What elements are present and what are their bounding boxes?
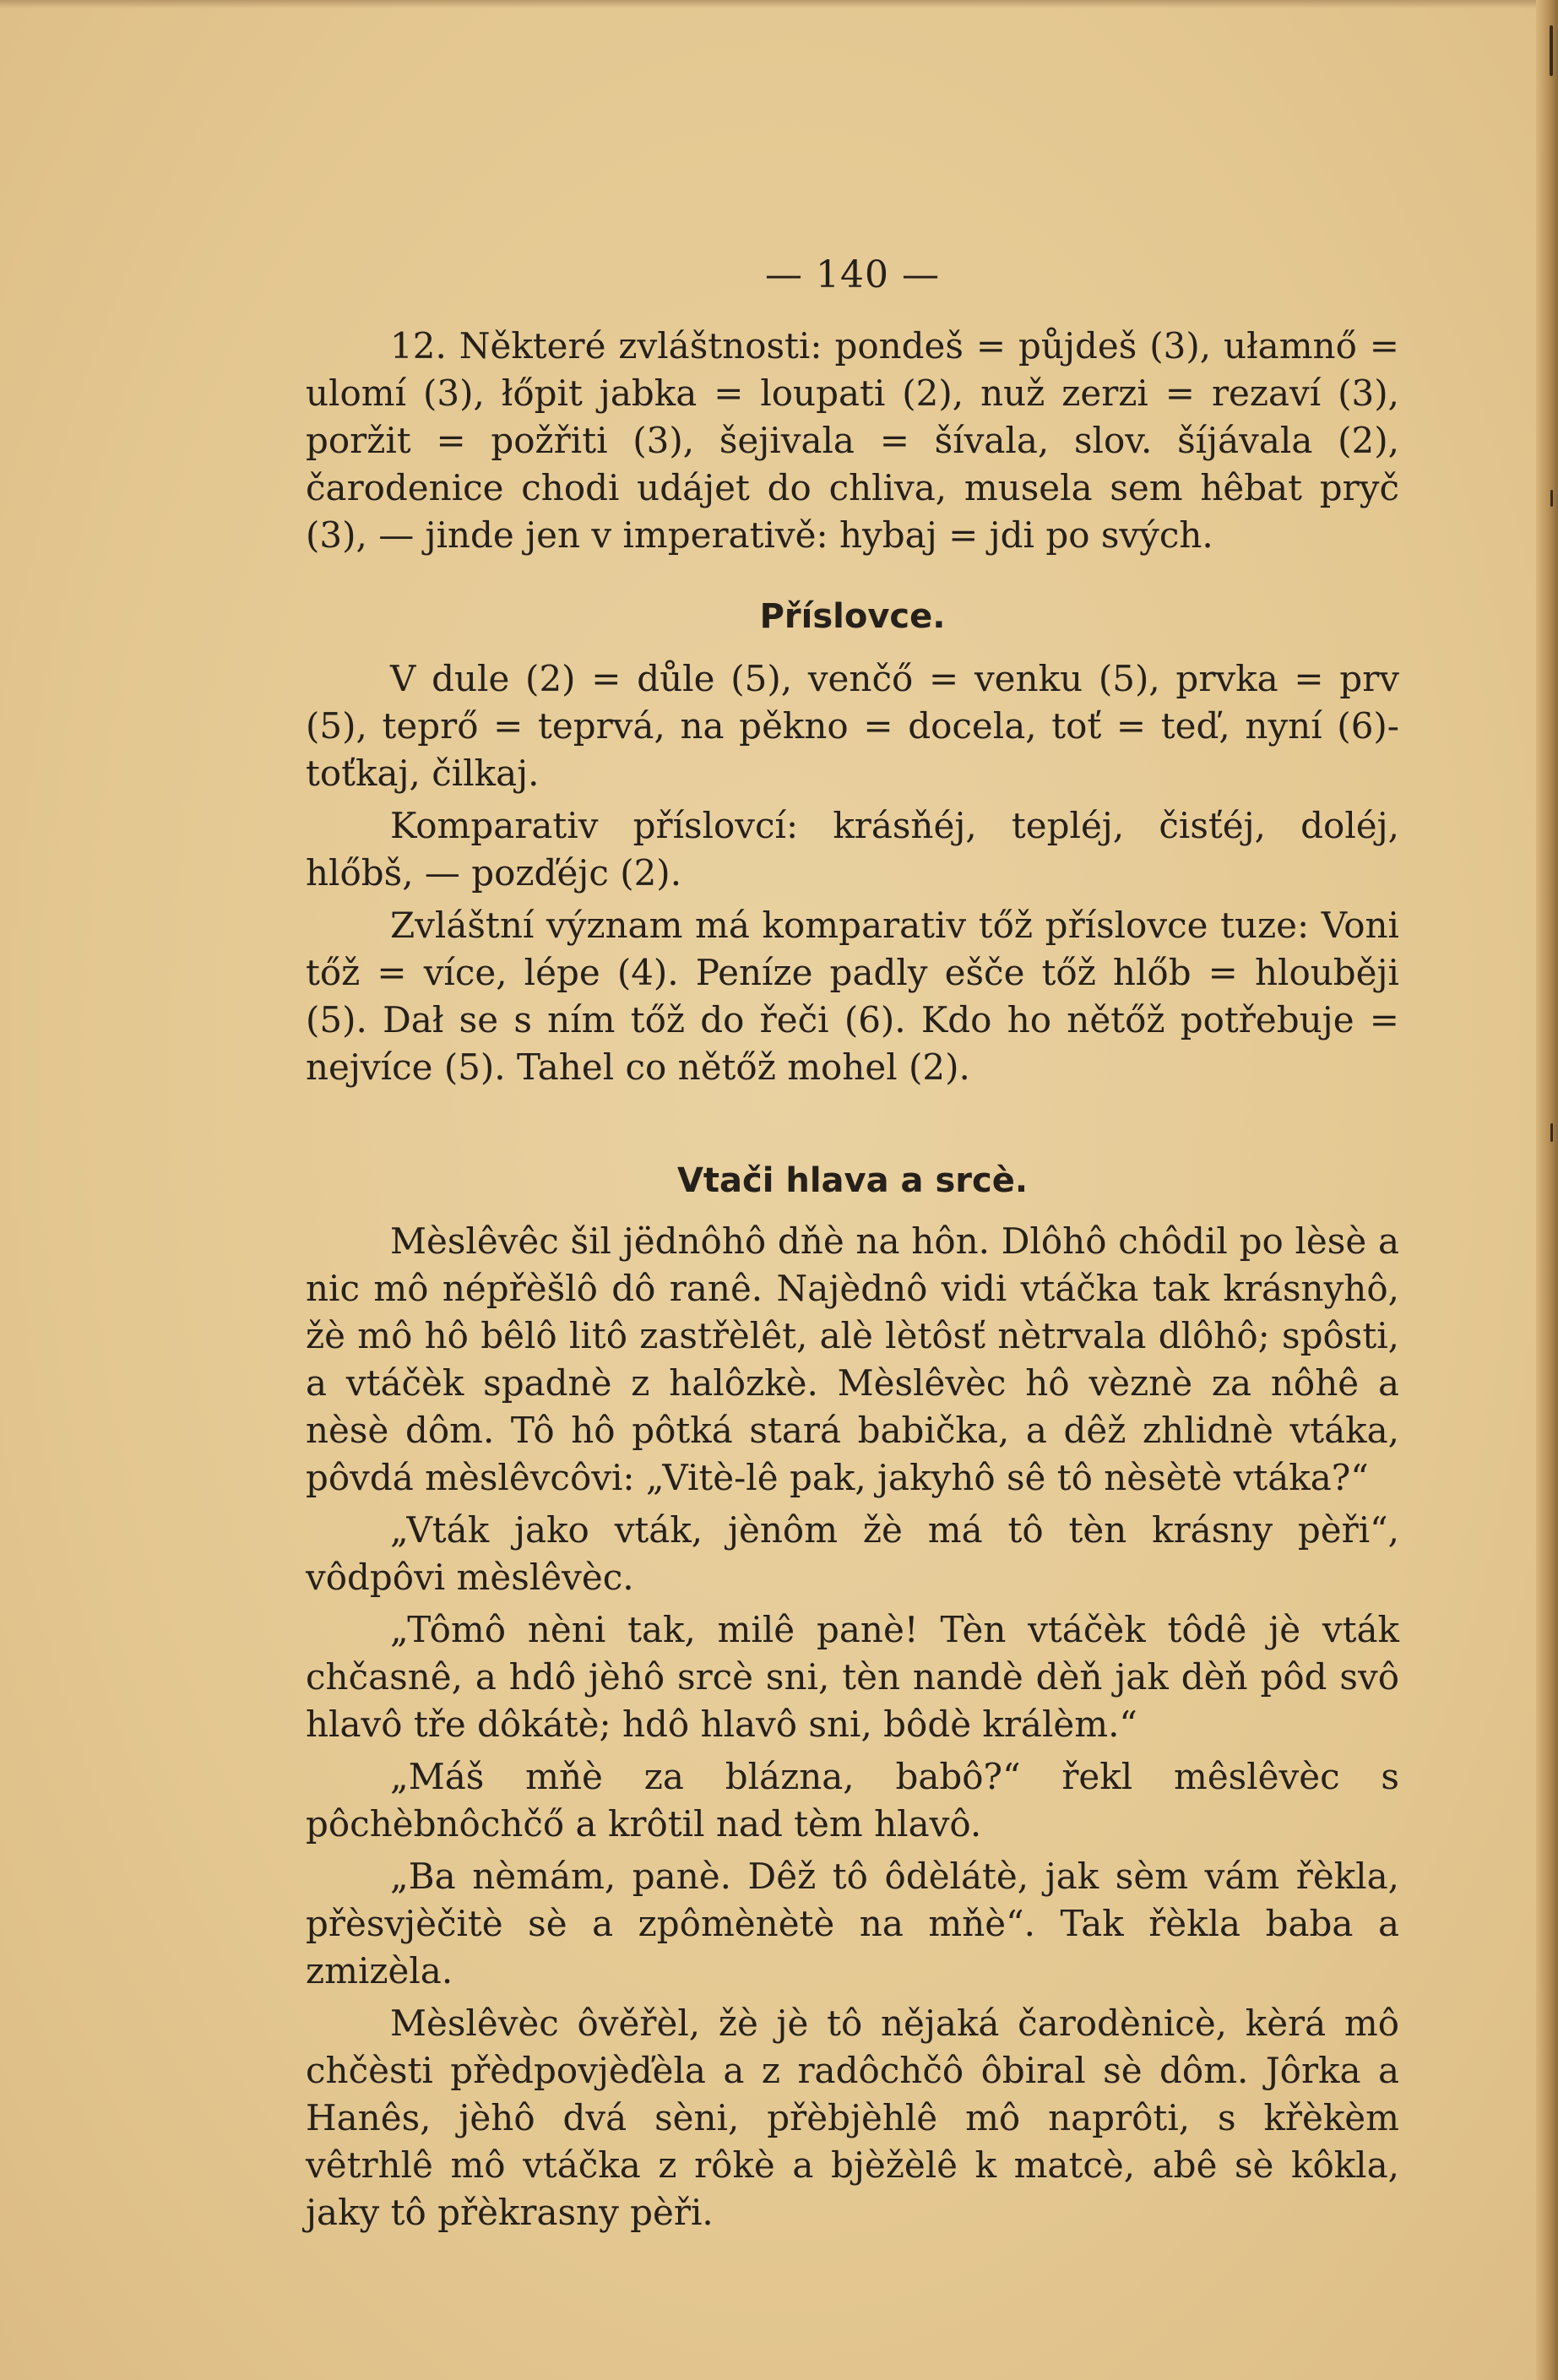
page-text xyxy=(306,245,1399,2236)
tale-paragraph: Mèslêvêc šil jëdnôhô dňè na hôn. Dlôhô chôdil po lèsè a nic mô népřèšlô dô ranê. Najèdnô vidi vtáčka tak krásnyhô, žè mô hô bêlô litô zastřèlêt, alè lètôsť nètrvala dlôhô; spôsti, a vtáčèk spadnè z halôzkè. Mèslêvèc hô vèznè za nôhê a nèsè dôm. Tô hô pôtká stará babička, a dêž zhlidnè vtáka, pôvdá mèslêvcôvi: „Vitè-lê pak, jakyhô sê tô nèsètè vtáka?“ xyxy=(306,1220,1399,1498)
section-heading-tale: Vtači hlava a srcè. xyxy=(676,1161,1029,1200)
proverbs-paragraph: Komparativ příslovcí: krásňéj, tepléj, čisťéj, doléj, hlőbš, — pozďéjc (2). xyxy=(306,805,1399,894)
tale-paragraph: „Máš mňè za blázna, babô?“ řekl mêslêvèc s pôchèbnôchčő a krôtil nad tèm hlavô. xyxy=(306,1756,1399,1845)
proverbs-paragraph: V dule (2) = důle (5), venčő = venku (5), prvka = prv (5), teprő = teprvá, na pěkno = docela, toť = teď, nyní (6)-toťkaj, čilkaj. xyxy=(306,658,1399,794)
intro-paragraph: 12. Některé zvláštnosti: pondeš = půjdeš (3), ułamnő = ulomí (3), łőpit jabka = loupati (2), nuž zerzi = rezaví (3), poržit = požřiti (3), šejivala = šívala, slov. šíjávala (2), čarodenice chodi udájet do chliva, musela sem hêbat pryč (3), — jinde jen v imperativě: hybaj = jdi po svých. xyxy=(306,325,1399,556)
tale-paragraph: „Ba nèmám, panè. Dêž tô ôdèlátè, jak sèm vám řèkla, přèsvjèčitè sè a zpômènètè na mňè“. Tak řèkla baba a zmizèla. xyxy=(306,1856,1399,1991)
section-heading-proverbs: Příslovce. xyxy=(759,597,946,636)
tale-paragraph: „Tômô nèni tak, milê panè! Tèn vtáčèk tôdê jè vták chčasnê, a hdô jèhô srcè sni, tèn nandè dèň jak dèň pôd svô hlavô tře dôkátè; hdô hlavô sni, bôdè králèm.“ xyxy=(306,1609,1399,1745)
proverbs-paragraph: Zvláštní význam má komparativ tőž příslovce tuze: Voni tőž = více, lépe (4). Peníze padly ešče tőž hlőb = hlouběji (5). Dał se s ním tőž do řeči (6). Kdo ho nětőž potřebuje = nejvíce (5). Tahel co nětőž mohel (2). xyxy=(306,905,1399,1088)
spine-mark xyxy=(1550,1123,1553,1142)
spine-mark xyxy=(1550,25,1553,76)
tale-paragraph: Mèslêvèc ôvěřèl, žè jè tô nějaká čarodènicè, kèrá mô chčèsti přèdpovjèďèla a z radôchčô ôbiral sè dôm. Jôrka a Hanês, jèhô dvá sèni, přèbjèhlê mô naprôti, s křèkèm vêtrhlê mô vtáčka z rôkè a bjèžèlê k matcè, abê sè kôkla, jaky tô přèkrasny pèři. xyxy=(306,2002,1399,2233)
book-spine-edge xyxy=(1536,0,1558,2380)
spine-mark xyxy=(1550,490,1553,507)
page-top-edge xyxy=(0,0,1558,8)
tale-paragraph: „Vták jako vták, jènôm žè má tô tèn krásny pèři“, vôdpôvi mèslêvèc. xyxy=(306,1509,1399,1598)
page-number: — 140 — xyxy=(765,253,940,296)
